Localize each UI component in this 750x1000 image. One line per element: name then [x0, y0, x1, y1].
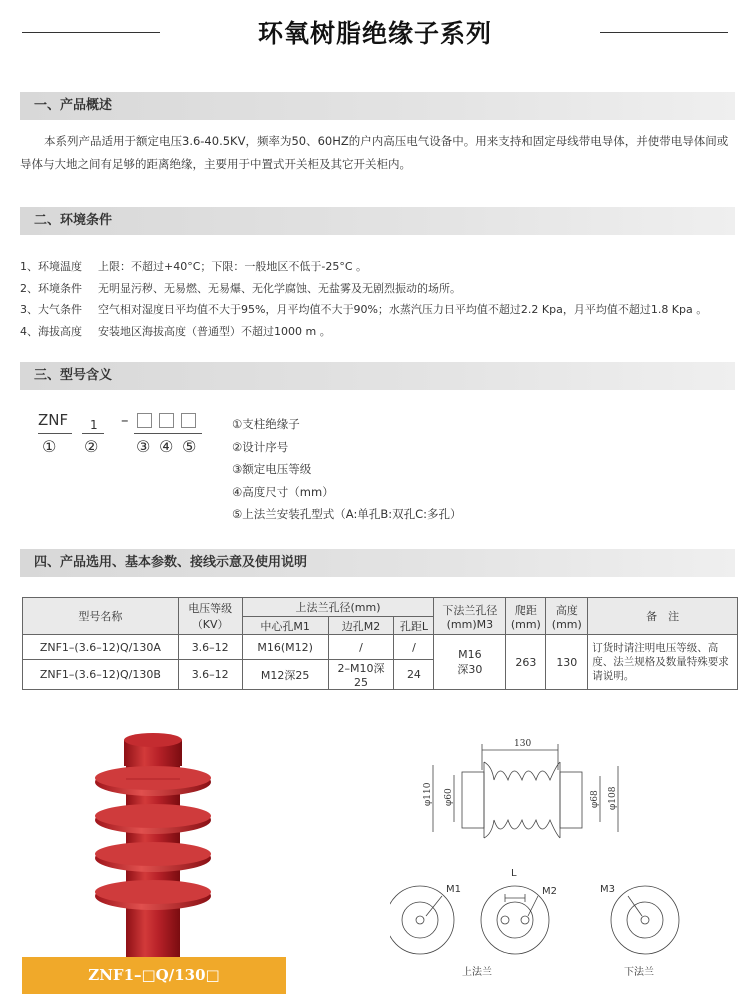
env-row-atmosphere	[20, 299, 740, 321]
environment-list	[20, 256, 740, 342]
underline-1	[38, 433, 72, 434]
title-rule-right	[600, 32, 728, 33]
product-photo	[22, 712, 286, 992]
circle-3: ③	[136, 437, 151, 456]
cell-model: ZNF1–(3.6–12)Q/130A	[23, 635, 179, 660]
th-height: 高度(mm)	[546, 598, 588, 635]
th-remark: 备 注	[588, 598, 738, 635]
label-upper-flange: 上法兰	[462, 967, 492, 978]
dim-d68: φ68	[590, 790, 600, 808]
model-subscript: 1	[90, 418, 98, 432]
model-prefix: ZNF	[38, 411, 69, 429]
cell-voltage: 3.6–12	[178, 635, 242, 660]
th-center-hole: 中心孔M1	[242, 617, 328, 635]
env-row-conditions	[20, 278, 740, 300]
underline-3	[134, 433, 202, 434]
model-code-diagram	[38, 411, 228, 461]
label-l: L	[511, 868, 517, 879]
table-row	[23, 635, 738, 660]
legend-item: ③额定电压等级	[232, 462, 312, 476]
cell-remark: 订货时请注明电压等级、高度、法兰规格及数量特殊要求请说明。	[588, 635, 738, 690]
env-label: 4、海拔高度	[20, 324, 82, 338]
dim-d60: φ60	[444, 788, 454, 806]
cell-voltage: 3.6–12	[178, 660, 242, 690]
page-title: 环氧树脂绝缘子系列	[257, 19, 492, 48]
overview-text: 本系列产品适用于额定电压3.6-40.5KV，频率为50、60HZ的户内高压电气设备中。用来支持和固定母线带电导体，并使带电导体间或导体与大地之间有足够的距离绝缘，主要用于中置式开关柜及其它开关柜内。	[20, 134, 729, 171]
label-m2: M2	[542, 886, 557, 897]
cell-side: 2–M10深25	[328, 660, 394, 690]
circle-4: ④	[159, 437, 174, 456]
env-row-altitude	[20, 321, 740, 343]
label-lower-flange: 下法兰	[624, 967, 654, 978]
label-m3: M3	[600, 884, 615, 895]
model-box-voltage	[137, 413, 152, 428]
legend-item: ①支柱绝缘子	[232, 417, 300, 431]
legend-item: ④高度尺寸（mm）	[232, 484, 334, 499]
legend-item: ⑤上法兰安装孔型式（A:单孔B:双孔C:多孔）	[232, 507, 462, 521]
dim-d108: φ108	[608, 786, 618, 810]
section-heading-model: 三、型号含义	[20, 362, 735, 390]
cell-creep: 263	[506, 635, 546, 690]
dim-130: 130	[514, 739, 532, 749]
legend-item: ②设计序号	[232, 439, 289, 454]
spec-table	[22, 597, 738, 690]
circle-2: ②	[84, 437, 99, 456]
env-label: 1、环境温度	[20, 260, 82, 273]
cell-side: /	[328, 635, 394, 660]
model-dash: –	[121, 411, 129, 429]
env-value: 空气相对湿度日平均值不大于95%，月平均值不大于90%；水蒸汽压力日平均值不超过2.2 Kpa，月平均值不超过1.8 Kpa 。	[98, 303, 708, 316]
dimension-drawing	[390, 720, 735, 990]
drawing-svg	[390, 720, 735, 990]
underline-2	[82, 433, 104, 434]
cell-dist: /	[394, 635, 434, 660]
label-m1: M1	[446, 884, 461, 895]
cell-dist: 24	[394, 660, 434, 690]
th-lower-flange: 下法兰孔径(mm)M3	[434, 598, 506, 635]
cell-center: M12深25	[242, 660, 328, 690]
overview-paragraph	[20, 130, 732, 176]
section-heading-overview: 一、产品概述	[20, 92, 735, 120]
circle-1: ①	[42, 437, 57, 456]
th-voltage: 电压等级（KV）	[178, 598, 242, 635]
model-box-hole	[181, 413, 196, 428]
th-model: 型号名称	[23, 598, 179, 635]
env-value: 无明显污秽、无易燃、无易爆、无化学腐蚀、无盐雾及无剧烈振动的场所。	[98, 281, 461, 295]
cell-model: ZNF1–(3.6–12)Q/130B	[23, 660, 179, 690]
env-row-temperature	[20, 256, 740, 278]
photo-caption: ZNF1–□Q/130□	[22, 957, 286, 994]
th-upper-flange: 上法兰孔径(mm)	[242, 598, 434, 617]
model-box-height	[159, 413, 174, 428]
insulator-illustration	[22, 712, 286, 992]
cell-height: 130	[546, 635, 588, 690]
env-label: 3、大气条件	[20, 303, 82, 316]
cell-center: M16(M12)	[242, 635, 328, 660]
env-label: 2、环境条件	[20, 281, 82, 295]
model-legend	[232, 413, 462, 526]
th-creepage: 爬距(mm)	[506, 598, 546, 635]
dim-d110: φ110	[423, 782, 433, 806]
page-header	[0, 14, 750, 50]
section-heading-environment: 二、环境条件	[20, 207, 735, 235]
circle-5: ⑤	[182, 437, 197, 456]
th-side-hole: 边孔M2	[328, 617, 394, 635]
section-heading-selection: 四、产品选用、基本参数、接线示意及使用说明	[20, 549, 735, 577]
env-value: 上限：不超过+40°C；下限：一般地区不低于-25°C 。	[98, 260, 368, 273]
cell-lower: M16 深30	[434, 635, 506, 690]
env-value: 安装地区海拔高度（普通型）不超过1000 m 。	[98, 324, 331, 338]
th-hole-distance: 孔距L	[394, 617, 434, 635]
